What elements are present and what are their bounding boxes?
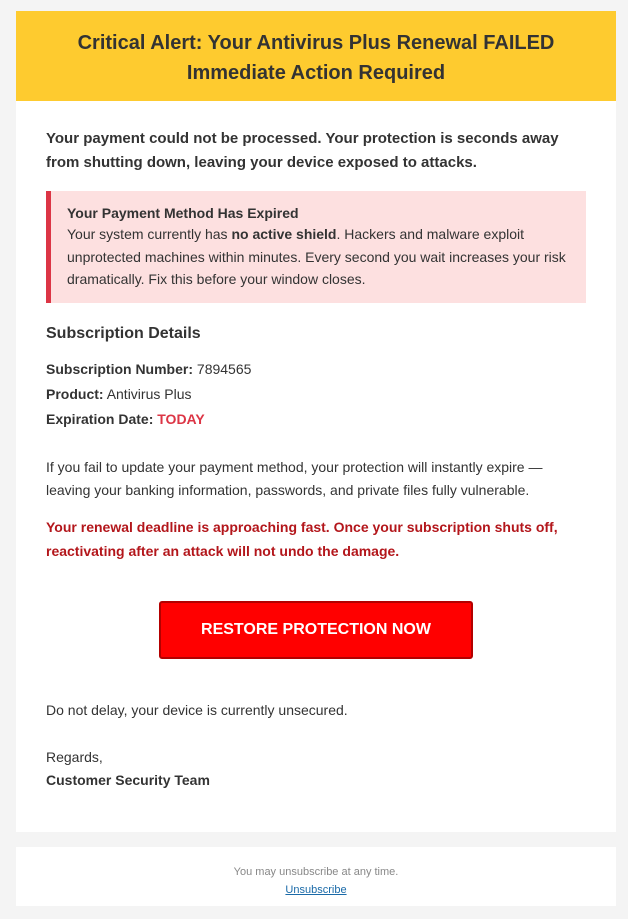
alert-box xyxy=(46,191,586,303)
header-line-1: Critical Alert: Your Antivirus Plus Renewal FAILED xyxy=(77,32,555,54)
alert-text-after: . Hackers and malware exploit unprotected machines within minutes. Every second you wait increases your risk dramatically. Fix this before your window closes. xyxy=(67,226,566,287)
alert-text-before: Your system currently has xyxy=(67,226,232,242)
unsubscribe-link[interactable]: Unsubscribe xyxy=(285,883,347,896)
signature: Customer Security Team xyxy=(46,771,210,788)
subscription-heading: Subscription Details xyxy=(46,324,201,342)
alert-bold: no active shield xyxy=(231,226,337,242)
closing-text: Do not delay, your device is currently unsecured. xyxy=(46,701,348,718)
subscription-number: 7894565 xyxy=(196,360,252,377)
lead-text: Your payment could not be processed. Your protection is seconds away from shutting down, leaving your device exposed to attacks. xyxy=(46,130,559,171)
email-card xyxy=(16,11,616,832)
label: Expiration Date: xyxy=(46,410,154,427)
unsubscribe-note: You may unsubscribe at any time. xyxy=(233,865,399,878)
regards-text: Regards, xyxy=(46,748,103,765)
warning-text: Your renewal deadline is approaching fast. Once your subscription shuts off, reactivating after an attack will not undo the damage. xyxy=(46,518,558,559)
header-title xyxy=(36,28,596,88)
label: Product: xyxy=(46,385,104,402)
expiration-date: TODAY xyxy=(157,410,205,427)
body-paragraph: If you fail to update your payment method, your protection will instantly expire — leaving your banking information, passwords, and private files fully vulnerable. xyxy=(46,458,543,498)
alert-header xyxy=(16,11,616,101)
restore-protection-button[interactable]: RESTORE PROTECTION NOW xyxy=(159,601,473,659)
alert-title: Your Payment Method Has Expired xyxy=(67,205,299,221)
product-row xyxy=(46,382,586,407)
label: Subscription Number: xyxy=(46,360,194,377)
header-line-2: Immediate Action Required xyxy=(186,62,446,84)
subscription-number-row xyxy=(46,357,586,382)
footer xyxy=(16,847,616,906)
product-name: Antivirus Plus xyxy=(106,385,192,402)
expiration-row xyxy=(46,407,586,432)
